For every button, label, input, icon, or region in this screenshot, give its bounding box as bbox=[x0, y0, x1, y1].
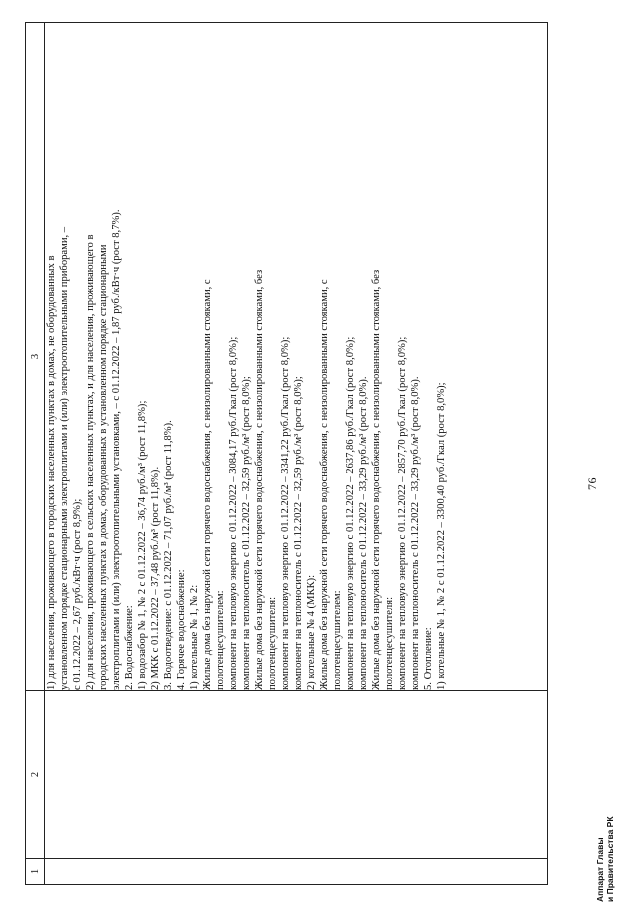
text-line: 2. Водоснабжение: bbox=[124, 605, 135, 690]
header-col-1: 1 bbox=[26, 859, 45, 885]
text-line: полотенцесушителя: bbox=[384, 596, 395, 690]
text-line: Жилые дома без наружной сети горячего водоснабжения, с неизолированными стояками, с bbox=[202, 279, 213, 690]
text-line: установленном порядке стационарными электроплитами и (или) электроотопительными приборами, – bbox=[59, 226, 70, 690]
text-line: с 01.12.2022 – 2,67 руб./кВт·ч (рост 8,9%); bbox=[72, 498, 83, 690]
table-header-row bbox=[26, 23, 45, 885]
text-line: компонент на тепловую энергию с 01.12.2022 – 2857,70 руб./Гкал (рост 8,0%); bbox=[397, 336, 408, 690]
text-line: компонент на теплоноситель с 01.12.2022 – 33,29 руб./м³ (рост 8,0%). bbox=[410, 376, 421, 690]
text-line: 3. Водоотведение: с 01.12.2022 – 71,07 руб./м³ (рост 11,8%). bbox=[163, 420, 174, 690]
header-col-3: 3 bbox=[26, 23, 45, 691]
table-body-row bbox=[45, 23, 548, 885]
text-line: 1) котельные № 1, № 2: bbox=[189, 584, 200, 690]
text-line: компонент на теплоноситель с 01.12.2022 – 32,59 руб./м³ (рост 8,0%); bbox=[241, 376, 252, 690]
organization-stamp bbox=[595, 816, 615, 902]
text-line: 2) для населения, проживающего в сельских населенных пунктах, и для населения, проживающего в bbox=[85, 234, 96, 690]
text-line: городских населенных пунктах в домах, оборудованных в установленном порядке стационарными bbox=[98, 244, 109, 690]
text-line: Жилые дома без наружной сети горячего водоснабжения, с неизолированными стояками, без bbox=[371, 269, 382, 690]
page-number: 76 bbox=[585, 477, 599, 490]
body-col-2 bbox=[45, 691, 548, 859]
text-line: 2) МКК с 01.12.2022 – 37,48 руб./м³ (рост 11,8%). bbox=[150, 466, 161, 690]
body-col-3 bbox=[45, 23, 548, 691]
text-line: 2) котельные № 4 (МКК): bbox=[306, 574, 317, 690]
text-line: 1) котельные № 1, № 2 с 01.12.2022 – 3300,40 руб./Гкал (рост 8,0%); bbox=[436, 382, 447, 690]
text-line: компонент на теплоноситель с 01.12.2022 – 32,59 руб./м³ (рост 8,0%); bbox=[293, 376, 304, 690]
text-line: 4. Горячее водоснабжение: bbox=[176, 569, 187, 690]
text-line: Жилые дома без наружной сети горячего водоснабжения, с неизолированными стояками, без bbox=[254, 269, 265, 690]
text-line: 5. Отопление: bbox=[423, 627, 434, 690]
text-line: полотенцесушителем: bbox=[215, 590, 226, 690]
text-line: 1) водозабор № 1, № 2 с 01.12.2022 – 36,74 руб./м³ (рост 11,8%); bbox=[137, 400, 148, 690]
stamp-line-2: и Правительства РК bbox=[605, 816, 615, 902]
text-line: Жилые дома без наружной сети горячего водоснабжения, с неизолированными стояками, с bbox=[319, 279, 330, 690]
tariff-table bbox=[25, 22, 548, 885]
text-line: компонент на теплоноситель с 01.12.2022 – 33,29 руб./м³ (рост 8,0%). bbox=[358, 376, 369, 690]
text-line: электроплитами и (или) электроотопительными установками, – с 01.12.2022 – 1,87 руб./кВт·ч (рост 8,7%). bbox=[111, 209, 122, 690]
header-col-2: 2 bbox=[26, 691, 45, 859]
text-line: полотенцесушителем: bbox=[332, 590, 343, 690]
text-line: компонент на тепловую энергию с 01.12.2022 – 3084,17 руб./Гкал (рост 8,0%); bbox=[228, 336, 239, 690]
stamp-line-1: Аппарат Главы bbox=[595, 837, 605, 902]
text-line: полотенцесушителя: bbox=[267, 596, 278, 690]
body-col-1 bbox=[45, 859, 548, 885]
text-line: компонент на тепловую энергию с 01.12.2022 – 3341,22 руб./Гкал (рост 8,0%); bbox=[280, 336, 291, 690]
text-line: 1) для населения, проживающего в городских населенных пунктах в домах, не оборудованных в bbox=[46, 255, 57, 690]
text-line: компонент на тепловую энергию с 01.12.2022 – 2637,86 руб./Гкал (рост 8,0%); bbox=[345, 336, 356, 690]
